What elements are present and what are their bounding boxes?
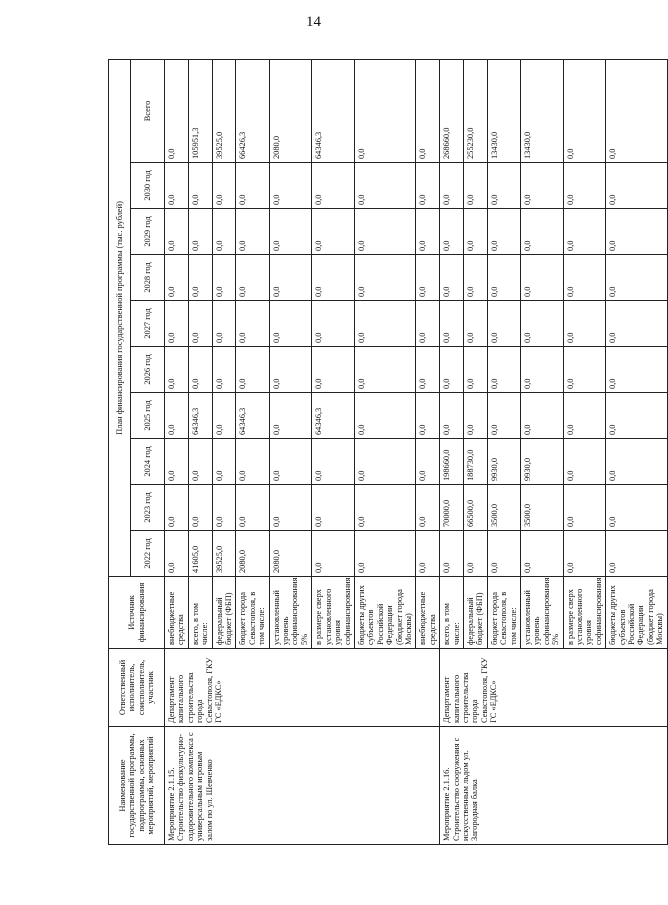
funding-value: 198660,0 — [440, 439, 464, 485]
funding-value: 0,0 — [354, 59, 415, 162]
funding-value: 0,0 — [440, 255, 464, 301]
funding-source: федеральный бюджет (ФБП) — [463, 577, 487, 649]
funding-value: 0,0 — [354, 209, 415, 255]
funding-value: 0,0 — [236, 209, 269, 255]
funding-source: бюджеты других субъектов Российской Федерации (бюджет города Москвы) — [606, 577, 667, 649]
funding-value: 0,0 — [487, 163, 520, 209]
funding-value: 0,0 — [416, 393, 440, 439]
funding-value: 188730,0 — [463, 439, 487, 485]
funding-value: 0,0 — [212, 393, 236, 439]
header-measure-name: Наименование государственной программы, подпрограммы, основных мероприятий, мероприятий — [109, 727, 165, 845]
funding-value: 0,0 — [165, 393, 189, 439]
funding-value: 0,0 — [606, 531, 667, 577]
funding-value: 0,0 — [212, 439, 236, 485]
funding-source: федеральный бюджет (ФБП) — [212, 577, 236, 649]
funding-value: 0,0 — [521, 301, 564, 347]
funding-value: 0,0 — [312, 347, 355, 393]
funding-value: 0,0 — [563, 301, 606, 347]
funding-value: 0,0 — [312, 485, 355, 531]
funding-source: всего, в том числе: — [440, 577, 464, 649]
funding-value: 64346,3 — [312, 393, 355, 439]
funding-value: 0,0 — [606, 301, 667, 347]
funding-value: 0,0 — [563, 439, 606, 485]
funding-value: 0,0 — [212, 163, 236, 209]
funding-value: 0,0 — [563, 347, 606, 393]
funding-value: 0,0 — [606, 209, 667, 255]
funding-value: 0,0 — [236, 439, 269, 485]
funding-value: 0,0 — [463, 393, 487, 439]
funding-value: 0,0 — [212, 209, 236, 255]
header-year: 2023 год — [131, 485, 165, 531]
funding-value: 0,0 — [354, 531, 415, 577]
funding-value: 0,0 — [269, 301, 312, 347]
funding-source: в размере сверх установленного уровня софинансирования — [312, 577, 355, 649]
funding-value: 0,0 — [236, 255, 269, 301]
funding-value: 0,0 — [188, 301, 212, 347]
funding-source: внебюджетные средства — [165, 577, 189, 649]
funding-value: 0,0 — [440, 347, 464, 393]
funding-value: 0,0 — [606, 59, 667, 162]
funding-value: 0,0 — [165, 59, 189, 162]
funding-value: 0,0 — [416, 301, 440, 347]
header-year: 2025 год — [131, 393, 165, 439]
funding-value: 0,0 — [165, 439, 189, 485]
funding-value: 2080,0 — [269, 59, 312, 162]
funding-value: 0,0 — [416, 531, 440, 577]
funding-value: 0,0 — [440, 301, 464, 347]
funding-value: 0,0 — [606, 485, 667, 531]
funding-value: 0,0 — [521, 209, 564, 255]
funding-value: 0,0 — [165, 301, 189, 347]
table-row — [165, 59, 189, 844]
funding-value: 0,0 — [312, 439, 355, 485]
funding-value: 0,0 — [354, 347, 415, 393]
header-year: 2024 год — [131, 439, 165, 485]
funding-value: 0,0 — [165, 255, 189, 301]
funding-value: 0,0 — [563, 255, 606, 301]
funding-value: 0,0 — [354, 163, 415, 209]
header-year: 2029 год — [131, 209, 165, 255]
funding-value: 0,0 — [416, 59, 440, 162]
funding-value: 39525,0 — [212, 59, 236, 162]
funding-value: 66426,3 — [236, 59, 269, 162]
funding-value: 64346,3 — [312, 59, 355, 162]
header-plan: План финансирования государственной программы (тыс. рублей) — [109, 59, 131, 576]
funding-value: 0,0 — [269, 347, 312, 393]
funding-value: 0,0 — [416, 347, 440, 393]
funding-value: 0,0 — [269, 439, 312, 485]
funding-value: 0,0 — [188, 347, 212, 393]
funding-value: 0,0 — [521, 347, 564, 393]
funding-value: 0,0 — [165, 531, 189, 577]
funding-value: 0,0 — [212, 255, 236, 301]
funding-value: 0,0 — [440, 531, 464, 577]
funding-source: бюджет города Севастополя, в том числе: — [236, 577, 269, 649]
funding-value: 0,0 — [416, 163, 440, 209]
funding-value: 0,0 — [312, 531, 355, 577]
funding-value: 13430,0 — [487, 59, 520, 162]
funding-source: бюджеты других субъектов Российской Федерации (бюджет города Москвы) — [354, 577, 415, 649]
funding-value: 39525,0 — [212, 531, 236, 577]
page-number: 14 — [306, 14, 321, 30]
measure-executor: Департамент капитального строительства города Севастополя, ГКУ ГС «ЕДКС» — [440, 649, 668, 727]
funding-value: 13430,0 — [521, 59, 564, 162]
funding-source: установленный уровень софинансирования 5% — [269, 577, 312, 649]
funding-value: 9930,0 — [487, 439, 520, 485]
header-year: 2022 год — [131, 531, 165, 577]
funding-value: 0,0 — [188, 255, 212, 301]
funding-value: 0,0 — [312, 209, 355, 255]
funding-value: 64346,3 — [236, 393, 269, 439]
funding-value: 41605,0 — [188, 531, 212, 577]
measure-executor: Департамент капитального строительства города Севастополя, ГКУ ГС «ЕДКС» — [165, 649, 440, 727]
funding-value: 2080,0 — [269, 531, 312, 577]
measure-name: Мероприятие 2.1.16. Строительство сооружения с искусственным льдом ул. Загородная балка — [440, 727, 668, 845]
table-row — [440, 59, 464, 844]
funding-value: 0,0 — [463, 209, 487, 255]
funding-source: всего, в том числе: — [188, 577, 212, 649]
funding-value: 0,0 — [440, 163, 464, 209]
funding-value: 0,0 — [416, 209, 440, 255]
funding-value: 268660,0 — [440, 59, 464, 162]
funding-value: 0,0 — [236, 301, 269, 347]
funding-value: 0,0 — [354, 393, 415, 439]
funding-value: 0,0 — [416, 439, 440, 485]
funding-value: 0,0 — [236, 163, 269, 209]
funding-value: 105951,3 — [188, 59, 212, 162]
funding-value: 0,0 — [354, 485, 415, 531]
funding-value: 0,0 — [188, 209, 212, 255]
funding-value: 0,0 — [463, 163, 487, 209]
rotated-table-container — [108, 60, 665, 845]
funding-value: 0,0 — [463, 255, 487, 301]
funding-value: 0,0 — [269, 255, 312, 301]
funding-value: 0,0 — [212, 301, 236, 347]
funding-value: 0,0 — [269, 485, 312, 531]
funding-value: 0,0 — [487, 301, 520, 347]
funding-value: 0,0 — [269, 393, 312, 439]
funding-value: 70000,0 — [440, 485, 464, 531]
funding-value: 0,0 — [354, 255, 415, 301]
funding-value: 0,0 — [606, 393, 667, 439]
header-year: 2027 год — [131, 301, 165, 347]
funding-value: 0,0 — [563, 485, 606, 531]
funding-value: 0,0 — [521, 393, 564, 439]
funding-value: 0,0 — [521, 255, 564, 301]
funding-value: 0,0 — [354, 439, 415, 485]
funding-value: 0,0 — [312, 255, 355, 301]
funding-value: 0,0 — [563, 393, 606, 439]
funding-value: 0,0 — [487, 531, 520, 577]
funding-value: 0,0 — [463, 531, 487, 577]
funding-value: 0,0 — [463, 347, 487, 393]
funding-value: 0,0 — [440, 393, 464, 439]
measure-name: Мероприятие 2.1.15. Строительство физкультурно-оздоровительного комплекса с универсальным игровым залом по ул. Шевченко — [165, 727, 440, 845]
header-year: 2028 год — [131, 255, 165, 301]
funding-source: в размере сверх установленного уровня софинансирования — [563, 577, 606, 649]
funding-value: 0,0 — [563, 209, 606, 255]
financing-table — [108, 59, 668, 845]
funding-value: 0,0 — [236, 347, 269, 393]
funding-value: 0,0 — [487, 347, 520, 393]
funding-value: 9930,0 — [521, 439, 564, 485]
funding-value: 0,0 — [563, 531, 606, 577]
funding-value: 0,0 — [521, 163, 564, 209]
funding-value: 0,0 — [165, 163, 189, 209]
funding-value: 0,0 — [563, 163, 606, 209]
funding-value: 0,0 — [188, 485, 212, 531]
funding-value: 0,0 — [463, 301, 487, 347]
funding-value: 0,0 — [606, 163, 667, 209]
funding-value: 0,0 — [416, 485, 440, 531]
header-year: 2030 год — [131, 163, 165, 209]
funding-value: 0,0 — [606, 439, 667, 485]
funding-value: 0,0 — [269, 163, 312, 209]
funding-value: 0,0 — [606, 255, 667, 301]
funding-value: 0,0 — [354, 301, 415, 347]
funding-value: 0,0 — [188, 439, 212, 485]
funding-value: 0,0 — [236, 485, 269, 531]
funding-value: 0,0 — [521, 531, 564, 577]
funding-value: 255230,0 — [463, 59, 487, 162]
header-year: 2026 год — [131, 347, 165, 393]
funding-value: 0,0 — [312, 163, 355, 209]
funding-value: 0,0 — [487, 209, 520, 255]
funding-value: 0,0 — [312, 301, 355, 347]
funding-source: установленный уровень софинансирования 5% — [521, 577, 564, 649]
funding-value: 0,0 — [165, 347, 189, 393]
funding-value: 3500,0 — [487, 485, 520, 531]
funding-value: 0,0 — [212, 347, 236, 393]
funding-value: 0,0 — [269, 209, 312, 255]
funding-value: 0,0 — [440, 209, 464, 255]
funding-value: 0,0 — [188, 163, 212, 209]
funding-value: 2080,0 — [236, 531, 269, 577]
funding-source: бюджет города Севастополя, в том числе: — [487, 577, 520, 649]
funding-value: 0,0 — [416, 255, 440, 301]
header-year: Всего — [131, 59, 165, 162]
funding-value: 64346,3 — [188, 393, 212, 439]
funding-value: 0,0 — [606, 347, 667, 393]
header-executor: Ответственный исполнитель, соисполнитель, участник — [109, 649, 165, 727]
funding-source: внебюджетные средства — [416, 577, 440, 649]
funding-value: 66500,0 — [463, 485, 487, 531]
funding-value: 0,0 — [165, 485, 189, 531]
funding-value: 0,0 — [165, 209, 189, 255]
funding-value: 0,0 — [212, 485, 236, 531]
header-source: Источник финансирования — [109, 577, 165, 649]
funding-value: 0,0 — [563, 59, 606, 162]
funding-value: 0,0 — [487, 255, 520, 301]
funding-value: 0,0 — [487, 393, 520, 439]
funding-value: 3500,0 — [521, 485, 564, 531]
